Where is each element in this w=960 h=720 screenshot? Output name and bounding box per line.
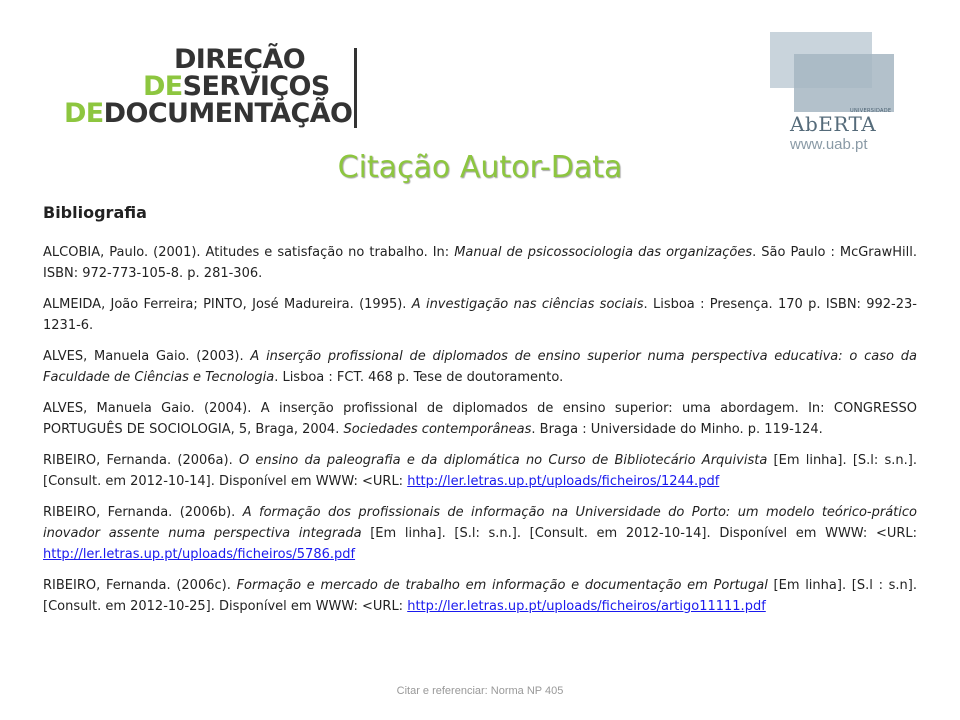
- reference-text: . Braga : Universidade do Minho. p. 119-124.: [531, 422, 823, 437]
- reference-text: . São Paulo : McGrawHill. ISBN: 972-773-105-8. p. 281-306.: [43, 245, 917, 281]
- reference-link[interactable]: http://ler.letras.up.pt/uploads/ficheiros/artigo11111.pdf: [407, 599, 766, 614]
- dsd-logo: [64, 46, 364, 130]
- reference-title: A inserção profissional de diplomados de ensino superior numa perspectiva educativa: o caso da Faculdade de Ciências e Tecnologia: [43, 349, 917, 385]
- slide-footer: Citar e referenciar: Norma NP 405: [396, 685, 564, 697]
- reference-entry: [43, 575, 917, 617]
- reference-title: Manual de psicossociologia das organizações: [454, 245, 753, 260]
- slide-title: Citação Autor-Data: [337, 150, 623, 185]
- reference-entry: [43, 242, 917, 284]
- reference-title: Sociedades contemporâneas: [343, 422, 532, 437]
- reference-entry: [43, 502, 917, 565]
- reference-text: . Lisboa : Presença. 170 p. ISBN: 992-23-1231-6.: [43, 297, 917, 333]
- reference-entry: [43, 294, 917, 336]
- reference-text: [Em linha]. [S.l: s.n.]. [Consult. em 2012-10-14]. Disponível em WWW: <URL:: [43, 453, 918, 489]
- reference-title: A formação dos profissionais de informação na Universidade do Porto: um modelo teórico-prático inovador assente numa perspectiva integrada: [43, 505, 917, 541]
- reference-text: [Em linha]. [S.l : s.n]. [Consult. em 2012-10-25]. Disponível em WWW: <URL:: [43, 578, 918, 614]
- reference-text: [Em linha]. [S.l: s.n.]. [Consult. em 2012-10-14]. Disponível em WWW: <URL:: [361, 526, 918, 541]
- uab-logo-subtitle: UNIVERSIDADE: [850, 108, 892, 114]
- reference-title: O ensino da paleografia e da diplomática no Curso de Bibliotecário Arquivista: [238, 453, 768, 468]
- reference-entry: [43, 346, 917, 388]
- reference-text: ALCOBIA, Paulo. (2001). Atitudes e satisfação no trabalho. In:: [43, 245, 455, 260]
- reference-text: RIBEIRO, Fernanda. (2006c).: [43, 578, 237, 593]
- dsd-logo-line-3-prefix: DE: [64, 98, 104, 129]
- dsd-logo-line-3: [64, 100, 352, 127]
- reference-text: ALMEIDA, João Ferreira; PINTO, José Madureira. (1995).: [43, 297, 412, 312]
- reference-text: ALVES, Manuela Gaio. (2004). A inserção profissional de diplomados de ensino superior: uma abordagem. In: CONGRESSO PORTUGUÊS DE SOCIOLOGIA, 5, Braga, 2004.: [43, 401, 917, 437]
- reference-title: Formação e mercado de trabalho em informação e documentação em Portugal: [236, 578, 768, 593]
- uab-logo-square-front: [794, 54, 894, 112]
- bibliography-heading: Bibliografia: [43, 203, 147, 222]
- uab-logo-name: AbERTA: [790, 112, 877, 136]
- reference-title: A investigação nas ciências sociais: [411, 297, 644, 312]
- dsd-logo-line-2-prefix: DE: [143, 71, 183, 102]
- dsd-logo-line-2-rest: SERVIÇOS: [182, 71, 330, 102]
- uab-logo: [770, 32, 898, 154]
- dsd-logo-line-2: [143, 73, 330, 100]
- reference-entry: [43, 450, 917, 492]
- dsd-logo-line-3-rest: DOCUMENTAÇÃO: [103, 98, 353, 129]
- reference-entry: [43, 398, 917, 440]
- reference-text: ALVES, Manuela Gaio. (2003).: [43, 349, 251, 364]
- reference-text: RIBEIRO, Fernanda. (2006a).: [43, 453, 239, 468]
- dsd-logo-line-1: DIREÇÃO: [174, 44, 306, 75]
- reference-link[interactable]: http://ler.letras.up.pt/uploads/ficheiros/1244.pdf: [407, 474, 720, 489]
- bibliography-section: [43, 203, 917, 627]
- reference-text: . Lisboa : FCT. 468 p. Tese de doutoramento.: [274, 370, 564, 385]
- dsd-logo-divider: [354, 48, 357, 128]
- reference-link[interactable]: http://ler.letras.up.pt/uploads/ficheiros/5786.pdf: [43, 547, 356, 562]
- uab-logo-url: www.uab.pt: [790, 136, 868, 153]
- reference-text: RIBEIRO, Fernanda. (2006b).: [43, 505, 243, 520]
